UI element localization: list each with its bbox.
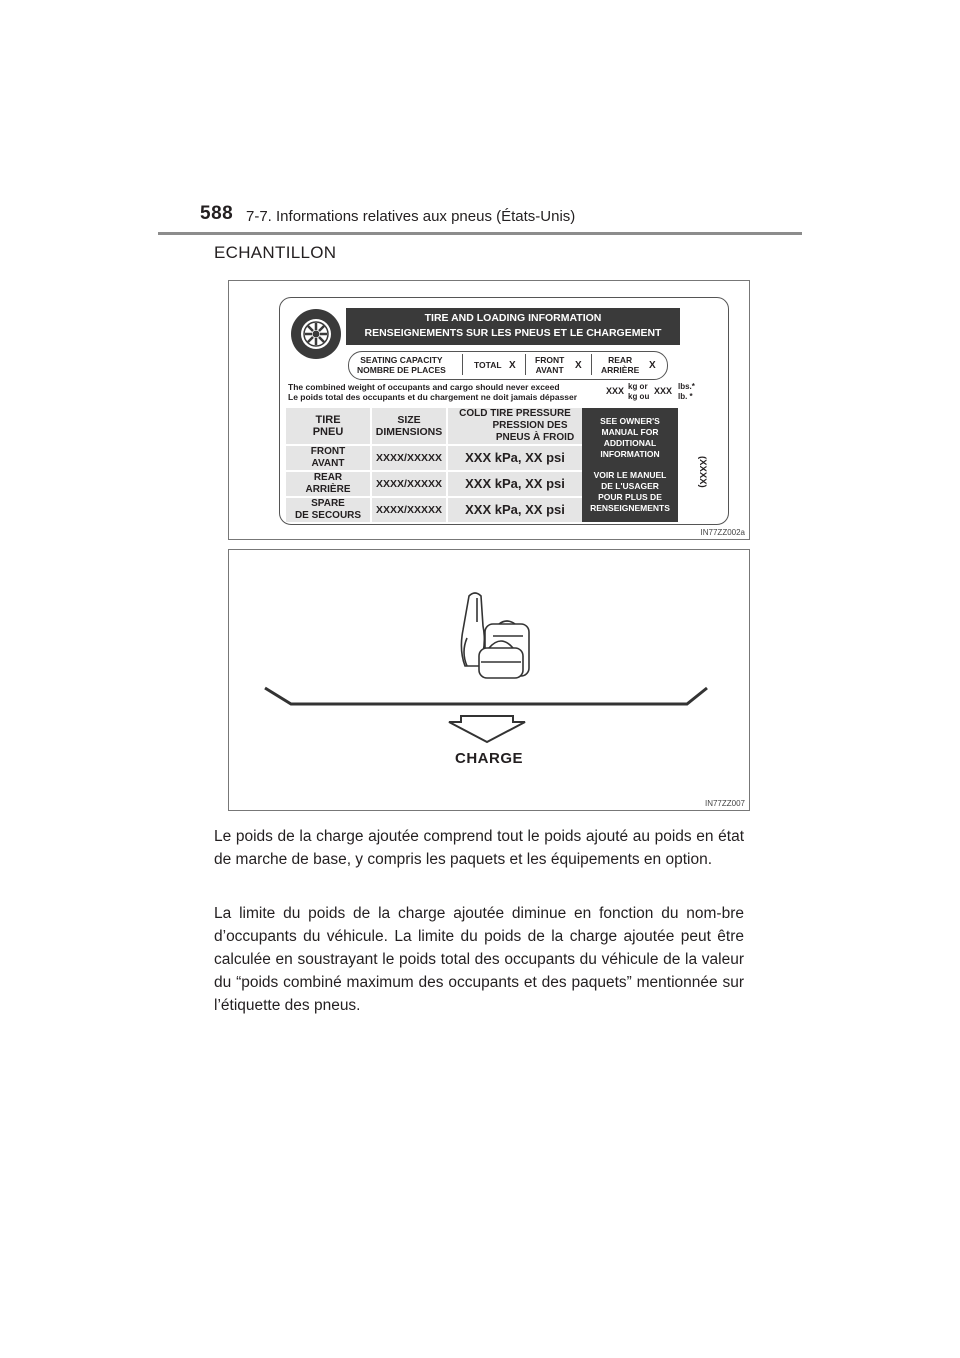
charge-caption: CHARGE [454, 750, 523, 767]
weight-lbs-unit [678, 382, 695, 402]
row-spare-fr: DE SECOURS [294, 510, 362, 521]
cargo-illustration [229, 550, 749, 810]
down-arrow-icon [449, 716, 525, 742]
owner-fr-line4: RENSEIGNEMENTS [590, 503, 670, 513]
owner-en-line1: SEE OWNER'S [600, 416, 660, 426]
row-front-size: XXXX/XXXXX [372, 446, 446, 470]
seat-divider [591, 354, 592, 375]
owner-manual-panel [582, 408, 678, 522]
seating-capacity-fr: NOMBRE DE PLACES [357, 365, 446, 375]
body-paragraph: Le poids de la charge ajoutée comprend tout le poids ajouté au poids en état de marche de base, y compris les paquets et les équipements en option. [214, 828, 744, 868]
banner-title-fr: RENSEIGNEMENTS SUR LES PNEUS ET LE CHARGEMENT [364, 327, 662, 339]
row-rear-size: XXXX/XXXXX [372, 472, 446, 496]
row-rear-label [286, 472, 370, 496]
col-pressure-en: COLD TIRE PRESSURE [459, 408, 571, 419]
label-banner [346, 308, 680, 345]
seating-front-value: X [575, 360, 582, 371]
col-tire-fr: PNEU [312, 426, 344, 438]
row-spare-size: XXXX/XXXXX [372, 498, 446, 522]
weight-kg-unit [628, 382, 649, 402]
seating-capacity-en: SEATING CAPACITY [360, 355, 443, 365]
section-title: 7-7. Informations relatives aux pneus (États-Unis) [246, 208, 576, 225]
owner-en-line4: INFORMATION [600, 449, 660, 459]
seating-front-fr: AVANT [535, 365, 564, 375]
seating-capacity-label [357, 355, 446, 375]
col-tire-en: TIRE [315, 414, 341, 426]
owner-en-line2: MANUAL FOR [601, 427, 659, 437]
seating-rear-label [601, 355, 639, 375]
seating-rear-en: REAR [608, 355, 633, 365]
seating-rear-value: X [649, 360, 656, 371]
seating-total-value: X [509, 360, 516, 371]
unit-kg-en: kg or [628, 382, 648, 391]
row-spare-en: SPARE [311, 498, 345, 509]
combined-weight-fr: Le poids total des occupants et du chargement ne doit jamais dépasser [288, 392, 578, 402]
combined-weight-en: The combined weight of occupants and cargo should never exceed [288, 382, 560, 392]
row-spare-label [286, 498, 370, 522]
tire-information-placard [279, 297, 729, 525]
col-header-tire [286, 408, 370, 444]
owner-fr-line2: DE L'USAGER [601, 481, 659, 491]
row-rear-fr: ARRIÈRE [305, 484, 351, 495]
owner-fr-line1: VOIR LE MANUEL [593, 470, 667, 480]
tire-icon [290, 308, 342, 360]
unit-kg-fr: kg ou [628, 392, 650, 401]
seating-front-label [535, 355, 564, 375]
body-paragraph: La limite du poids de la charge ajoutée diminue en fonction du nom-bre d’occupants du véhicule. La limite du poids de la charge ajoutée peut être calculée en soustrayant le poids total des occupants du véhicule de la valeur du “poids combiné maximum des occupants et des paquets” mentionnée sur l’étiquette des pneus. [214, 905, 744, 1014]
weight-lbs-value: XXX [654, 386, 673, 396]
seating-rear-fr: ARRIÈRE [601, 365, 640, 375]
owner-en-line3: ADDITIONAL [603, 438, 657, 448]
row-front-en: FRONT [310, 446, 346, 457]
row-rear-pressure: XXX kPa, XX psi [448, 472, 582, 496]
header-divider [158, 232, 802, 235]
seating-front-en: FRONT [535, 355, 565, 365]
col-header-size [372, 408, 446, 444]
row-spare-pressure: XXX kPa, XX psi [448, 498, 582, 522]
col-header-pressure [448, 408, 582, 444]
banner-title-en: TIRE AND LOADING INFORMATION [424, 312, 602, 324]
owner-fr-line3: POUR PLUS DE [598, 492, 662, 502]
seating-capacity-box [348, 351, 668, 380]
combined-weight-statement [288, 382, 577, 402]
row-rear-en: REAR [313, 472, 343, 483]
seat-divider [462, 354, 463, 375]
figure-code: IN77ZZ007 [704, 799, 745, 808]
tire-label-figure [228, 280, 750, 540]
seat-divider [525, 354, 526, 375]
col-pressure-fr2: PNEUS À FROID [495, 432, 575, 443]
load-platform-line [265, 688, 707, 704]
sample-heading: ECHANTILLON [214, 243, 337, 262]
col-pressure-fr1: PRESSION DES [492, 420, 568, 431]
cargo-figure [228, 549, 750, 811]
unit-lbs-en: lbs.* [678, 382, 695, 391]
row-front-fr: AVANT [311, 458, 345, 469]
row-front-label [286, 446, 370, 470]
unit-lbs-fr: lb. * [678, 392, 693, 401]
owner-manual-en [582, 416, 678, 460]
figure-code: IN77ZZ002a [700, 528, 745, 537]
page-number: 588 [200, 203, 234, 224]
col-size-fr: DIMENSIONS [375, 426, 443, 438]
tire-pressure-table [286, 408, 582, 522]
weight-kg-value: XXX [606, 386, 625, 396]
owner-manual-fr [582, 470, 678, 514]
row-front-pressure: XXX kPa, XX psi [448, 446, 582, 470]
seating-total-label: TOTAL [474, 360, 502, 370]
col-size-en: SIZE [397, 414, 421, 426]
side-code: (XXXX) [697, 456, 708, 488]
